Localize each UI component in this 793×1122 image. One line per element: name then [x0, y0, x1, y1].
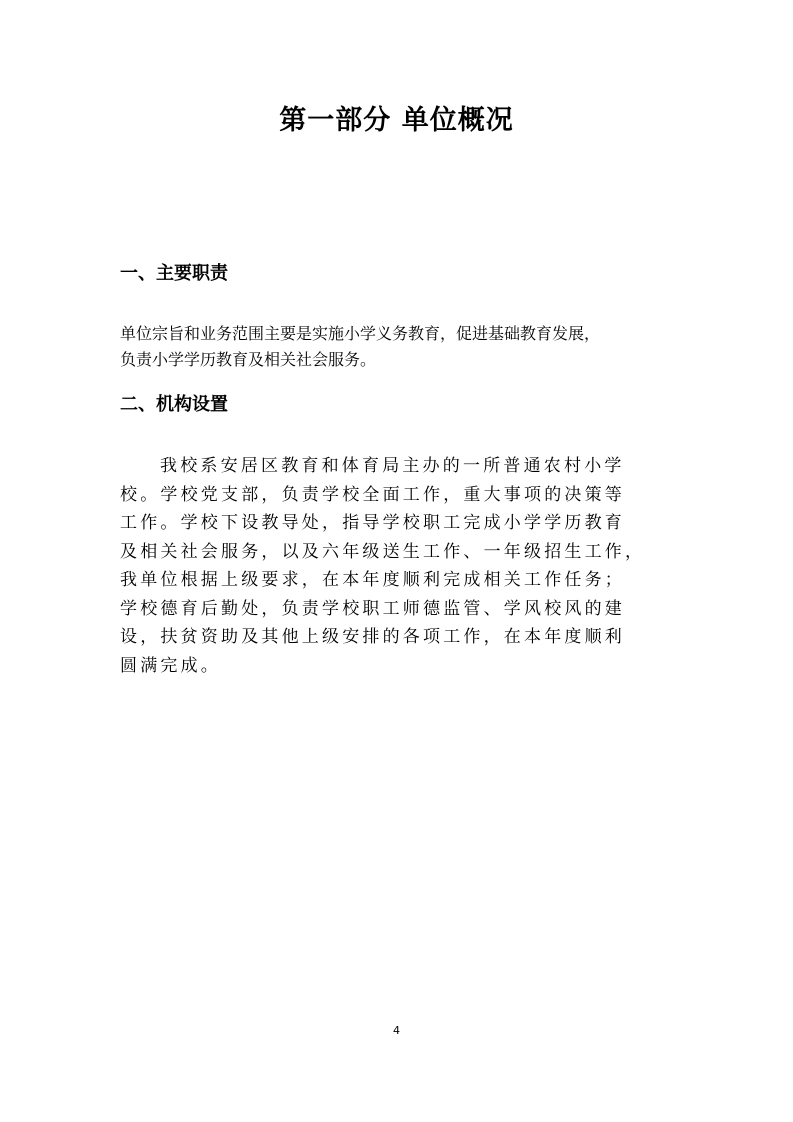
paragraph-line: 我单位根据上级要求，在本年度顺利完成相关工作任务；: [120, 570, 625, 590]
paragraph-line: 设，扶贫资助及其他上级安排的各项工作，在本年度顺利: [120, 627, 625, 647]
paragraph-line: 我校系安居区教育和体育局主办的一所普通农村小学: [160, 456, 625, 476]
section-heading-organization: 二、机构设置: [120, 394, 228, 415]
section-heading-main-duties: 一、主要职责: [120, 263, 228, 284]
paragraph-line: 负责小学学历教育及相关社会服务。: [120, 350, 377, 369]
page-number: 4: [393, 1024, 400, 1037]
paragraph-line: 工作。学校下设教导处，指导学校职工完成小学学历教育: [120, 513, 625, 533]
paragraph-line: 圆满完成。: [120, 655, 221, 676]
organization-paragraph: [120, 452, 680, 680]
page-title: 第一部分 单位概况: [279, 105, 514, 136]
paragraph-line: 及相关社会服务，以及六年级送生工作、一年级招生工作，: [120, 541, 646, 562]
paragraph-line: 学校德育后勤处，负责学校职工师德监管、学风校风的建: [120, 598, 625, 619]
paragraph-line: 单位宗旨和业务范围主要是实施小学义务教育，促进基础教育发展，: [120, 324, 601, 343]
main-duties-paragraph: [120, 321, 676, 373]
paragraph-line: 校。学校党支部，负责学校全面工作，重大事项的决策等: [120, 484, 625, 505]
